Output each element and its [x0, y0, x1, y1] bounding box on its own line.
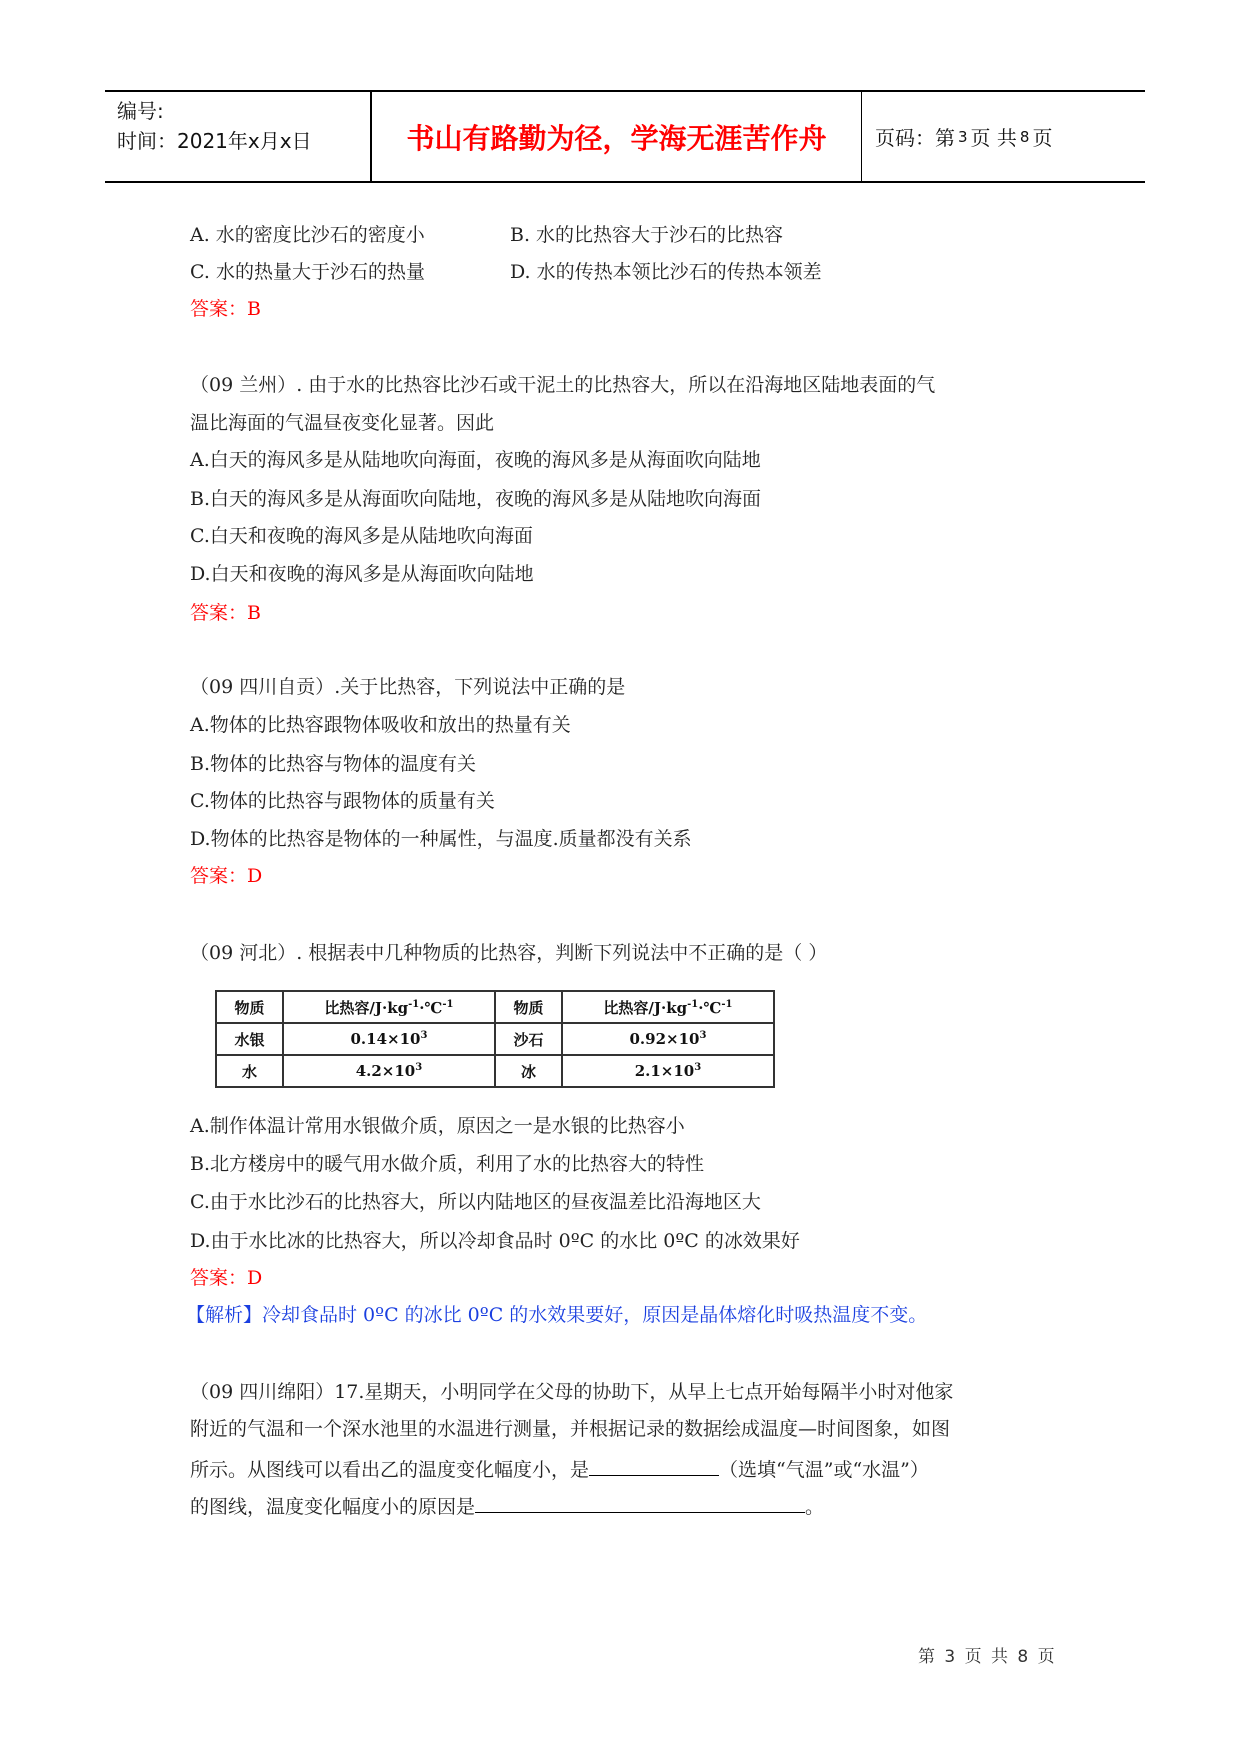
page-prefix: 页码：第 [875, 126, 955, 150]
page-mid: 页 共 [970, 126, 1017, 150]
q1-answer: 答案：B [190, 298, 261, 320]
q2-option-d: D.白天和夜晚的海风多是从海面吹向陆地 [190, 563, 534, 585]
q5-line-4 [190, 1492, 824, 1520]
option-b: B. 水的比热容大于沙石的比热容 [510, 224, 784, 246]
table-header-cell: 物质 [495, 991, 562, 1023]
q2-stem-line-2: 温比海面的气温昼夜变化显著。因此 [190, 412, 495, 434]
header-divider [861, 92, 862, 181]
page-footer: 第 3 页 共 8 页 [918, 1647, 1057, 1667]
q4-stem: （09 河北）. 根据表中几种物质的比热容，判断下列说法中不正确的是（ ） [190, 942, 828, 964]
q2-option-c: C.白天和夜晚的海风多是从陆地吹向海面 [190, 525, 533, 547]
page-current: 3 [958, 127, 968, 146]
table-header-cell: 比热容$/J\cdot kg^{-1}\cdot℃^{-1}$ [283, 991, 495, 1023]
substance-cell: 沙石 [495, 1023, 562, 1055]
q3-option-d: D.物体的比热容是物体的一种属性，与温度.质量都没有关系 [190, 828, 692, 850]
q2-stem-line-1: （09 兰州）. 由于水的比热容比沙石或干泥土的比热容大，所以在沿海地区陆地表面的气 [190, 374, 936, 396]
substance-cell: 冰 [495, 1055, 562, 1087]
q3-option-a: A.物体的比热容跟物体吸收和放出的热量有关 [190, 714, 571, 736]
specific-heat-table [215, 990, 775, 1088]
q4-option-c: C.由于水比沙石的比热容大，所以内陆地区的昼夜温差比沿海地区大 [190, 1191, 761, 1213]
q5-line-2: 附近的气温和一个深水池里的水温进行测量，并根据记录的数据绘成温度—时间图象，如图 [190, 1418, 951, 1440]
answer-blank-2[interactable] [475, 1492, 805, 1513]
serial-number-label: 编号: [117, 99, 164, 123]
table-row [216, 1023, 774, 1055]
q3-option-b: B.物体的比热容与物体的温度有关 [190, 753, 477, 775]
header-info [117, 96, 312, 156]
q1-options-row-2 [190, 259, 822, 285]
option-c: C. 水的热量大于沙石的热量 [190, 261, 425, 283]
q5-line-3-tail: （选填“气温”或“水温”） [719, 1459, 929, 1481]
q5-line-1: （09 四川绵阳）17.星期天，小明同学在父母的协助下，从早上七点开始每隔半小时对他家 [190, 1381, 954, 1403]
value-cell: $4.2\times 10^3$ [283, 1055, 495, 1087]
q2-option-a: A.白天的海风多是从陆地吹向海面，夜晚的海风多是从海面吹向陆地 [190, 449, 761, 471]
table-header-cell: 物质 [216, 991, 283, 1023]
q1-options-row-1 [190, 222, 784, 248]
q5-line-4-text: 的图线，温度变化幅度小的原因是 [190, 1496, 476, 1518]
page-total: 8 [1019, 127, 1030, 146]
substance-cell: 水银 [216, 1023, 283, 1055]
value-cell: $2.1\times 10^3$ [562, 1055, 774, 1087]
page-suffix: 页 [1032, 126, 1053, 150]
q4-analysis: 【解析】冷却食品时 0ºC 的冰比 0ºC 的水效果要好，原因是晶体熔化时吸热温度不变。 [186, 1304, 928, 1326]
q3-answer: 答案：D [190, 865, 263, 887]
q5-line-3 [190, 1455, 929, 1483]
option-a: A. 水的密度比沙石的密度小 [190, 224, 425, 246]
q5-line-3-text: 所示。从图线可以看出乙的温度变化幅度小，是 [190, 1459, 590, 1481]
option-d: D. 水的传热本领比沙石的传热本领差 [510, 261, 822, 283]
q4-option-d: D.由于水比冰的比热容大，所以冷却食品时 0ºC 的水比 0ºC 的冰效果好 [190, 1230, 800, 1252]
table-header-row [216, 991, 774, 1023]
value-cell: $0.92\times 10^3$ [562, 1023, 774, 1055]
q3-option-c: C.物体的比热容与跟物体的质量有关 [190, 790, 495, 812]
q4-option-b: B.北方楼房中的暖气用水做介质，利用了水的比热容大的特性 [190, 1153, 705, 1175]
header-page-number [875, 92, 1052, 181]
date-line: 时间：2021年x月x日 [117, 129, 312, 153]
page-header [105, 90, 1145, 183]
q3-stem: （09 四川自贡）.关于比热容，下列说法中正确的是 [190, 676, 626, 698]
q4-option-a: A.制作体温计常用水银做介质，原因之一是水银的比热容小 [190, 1115, 685, 1137]
q5-line-4-tail: 。 [805, 1496, 825, 1518]
q2-option-b: B.白天的海风多是从海面吹向陆地，夜晚的海风多是从陆地吹向海面 [190, 488, 762, 510]
q2-answer: 答案：B [190, 602, 261, 624]
q4-answer: 答案：D [190, 1267, 263, 1289]
header-motto: 书山有路勤为径，学海无涯苦作舟 [406, 121, 827, 155]
answer-blank-1[interactable] [589, 1455, 719, 1476]
value-cell: $0.14\times 10^3$ [283, 1023, 495, 1055]
table-row [216, 1055, 774, 1087]
substance-cell: 水 [216, 1055, 283, 1087]
table-header-cell: 比热容$/J\cdot kg^{-1}\cdot℃^{-1}$ [562, 991, 774, 1023]
